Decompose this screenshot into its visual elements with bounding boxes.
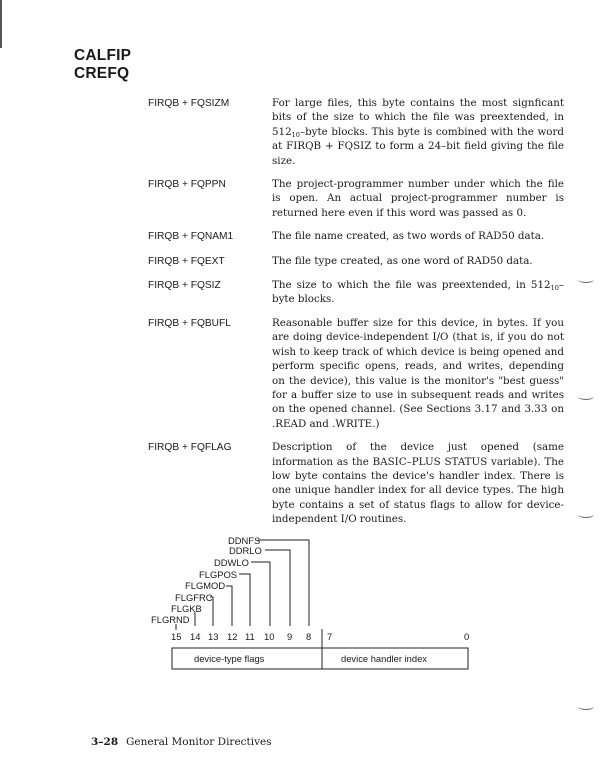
definition-entry	[148, 440, 564, 526]
scan-mark	[578, 703, 594, 710]
definition-entry	[148, 278, 564, 307]
scan-mark	[578, 511, 594, 518]
leader-ddrlo	[265, 550, 290, 626]
bit-label-0: 0	[464, 631, 470, 642]
flag-label-flgkb: FLGKB	[171, 603, 202, 614]
bit-label-10: 10	[264, 631, 275, 642]
definition-text: The project-programmer number under which the file is open. An actual project-programmer number is returned here even if this word was passed as 0.	[272, 178, 564, 219]
flag-label-flgfrc: FLGFRC	[175, 592, 213, 603]
definition-term: FIRQB + FQEXT	[148, 255, 225, 267]
bit-label-9: 9	[287, 631, 293, 642]
bit-label-11: 11	[245, 631, 255, 642]
field-definitions-list	[148, 96, 564, 536]
leader-ddwlo	[251, 562, 270, 626]
definition-entry	[148, 229, 564, 244]
word-box	[172, 648, 468, 669]
definition-entry	[148, 254, 564, 269]
flag-label-ddnfs: DDNFS	[228, 535, 261, 546]
scan-mark	[578, 276, 594, 283]
definition-term: FIRQB + FQNAM1	[148, 231, 234, 243]
definition-term: FIRQB + FQFLAG	[148, 442, 232, 454]
field-label-device-handler-index: device handler index	[341, 653, 427, 664]
flag-label-ddrlo: DDRLO	[229, 545, 262, 556]
definition-term: FIRQB + FQSIZM	[148, 98, 230, 109]
definition-text: For large files, this byte contains the most signficant bits of the size to which the file was preextended, in $512_{10}$–byte blocks. This byte is combined with the word at FIRQB + FQSIZ to form a 24–bit field giving the file size.	[272, 97, 564, 167]
definition-term: FIRQB + FQPPN	[148, 179, 226, 191]
flag-label-flgrnd: FLGRND	[151, 614, 190, 625]
bit-label-15: 15	[171, 631, 182, 642]
bit-label-8: 8	[306, 631, 312, 642]
definition-text: The file name created, as two words of RAD50 data.	[272, 230, 545, 243]
definition-term: FIRQB + FQBUFL	[148, 317, 231, 329]
bit-label-14: 14	[190, 631, 201, 642]
definition-text: The file type created, as one word of RAD50 data.	[272, 254, 533, 267]
definition-text: Description of the device just opened (same information as the BASIC–PLUS STATUS variable). The low byte contains the device's handler index. There is one unique handler index for all device types. The high byte contains a set of status flags to allow for device-independent I/O routines.	[272, 441, 564, 526]
section-heading	[74, 47, 131, 83]
leader-ddnfs	[258, 540, 309, 626]
bit-label-13: 13	[208, 631, 219, 642]
scan-mark	[578, 393, 594, 400]
definition-entry	[148, 96, 564, 168]
leader-flgmod	[226, 586, 232, 626]
flag-label-flgpos: FLGPOS	[199, 569, 238, 580]
bit-label-12: 12	[227, 631, 238, 642]
definition-entry	[148, 177, 564, 220]
page-edge-rule	[0, 0, 2, 48]
heading-line-crefq: CREFQ	[74, 65, 130, 82]
flag-label-flgmod: FLGMOD	[185, 580, 226, 591]
heading-line-calfip: CALFIP	[74, 47, 132, 64]
leader-flgpos	[239, 574, 250, 626]
flag-label-ddwlo: DDWLO	[214, 557, 249, 568]
footer-title: General Monitor Directives	[126, 736, 272, 748]
field-label-device-type-flags: device-type flags	[194, 653, 265, 664]
definition-text: Reasonable buffer size for this device, in bytes. If you are doing device-independent I/O (that is, if you do not wish to keep track of which device is being opened and perform specific opens, reads, and writes, depending on the device), this value is the monitor's "best guess" for a buffer size to use in subsequent reads and writes on the opened channel. (See Sections 3.17 and 3.33 on .READ and .WRITE.)	[272, 316, 564, 430]
definition-entry	[148, 316, 564, 431]
leader-flgfrc	[210, 597, 213, 626]
definition-term: FIRQB + FQSIZ	[148, 280, 221, 292]
definition-text: The size to which the file was preextended, in $512_{10}$–byte blocks.	[272, 279, 564, 306]
bit-label-7: 7	[327, 631, 333, 642]
page-number: 3–28	[91, 736, 119, 748]
